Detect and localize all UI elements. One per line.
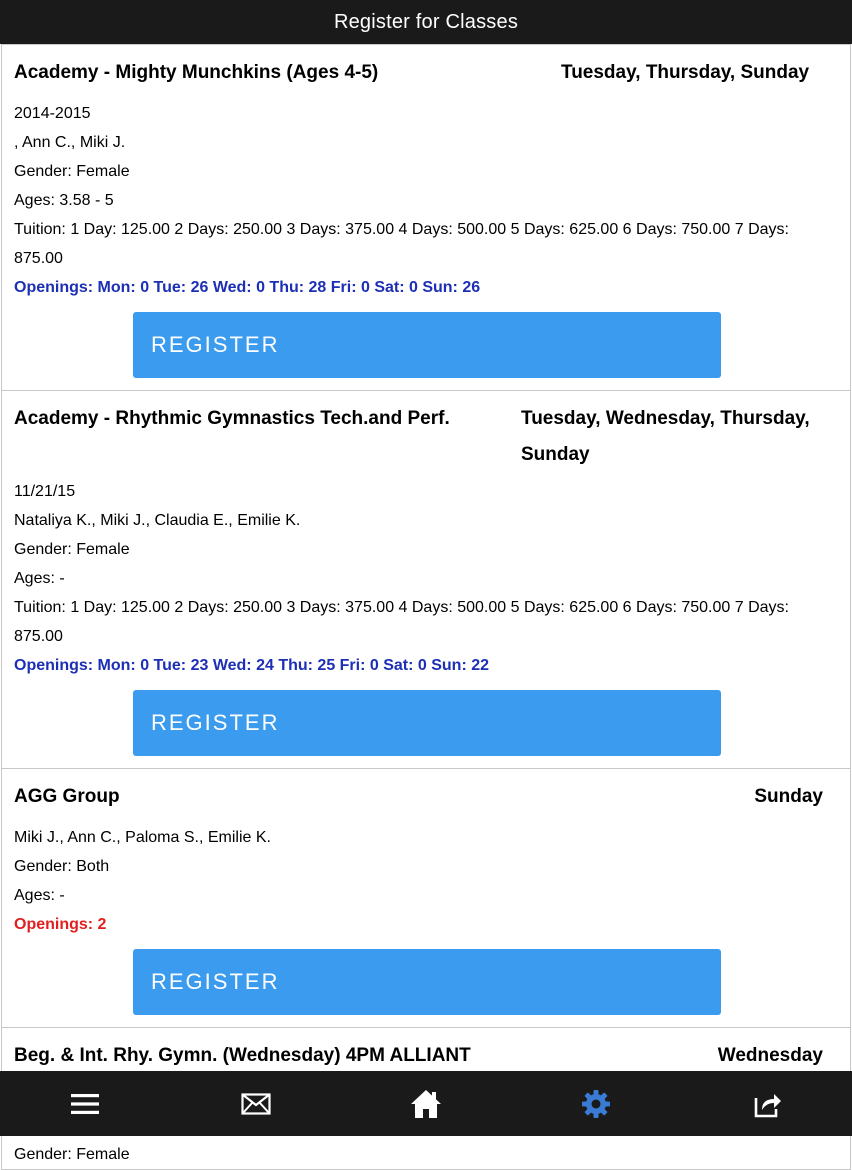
bottom-nav <box>0 1071 852 1136</box>
class-card <box>1 391 851 769</box>
class-list[interactable] <box>0 44 852 1163</box>
class-days: Tuesday, Wednesday, Thursday, Sunday <box>521 408 810 465</box>
class-detail-line: , Ann C., Miki J. <box>14 134 126 151</box>
class-detail-line: 11/21/15 <box>14 483 76 500</box>
register-button[interactable]: REGISTER <box>133 690 721 756</box>
register-button[interactable]: REGISTER <box>133 949 721 1015</box>
class-detail-line: Nataliya K., Miki J., Claudia E., Emilie K. <box>14 512 301 529</box>
class-openings: Openings: 2 <box>14 916 107 933</box>
mail-icon[interactable] <box>236 1084 276 1124</box>
class-detail-line: Ages: - <box>14 570 65 587</box>
class-tuition: Tuition: 1 Day: 125.00 2 Days: 250.00 3 Days: 375.00 4 Days: 500.00 5 Days: 625.00 6 Days: 750.00 7 Days: 875.00 <box>14 599 789 645</box>
class-name: Beg. & Int. Rhy. Gymn. (Wednesday) 4PM ALLIANT <box>14 1045 471 1066</box>
page-title: Register for Classes <box>333 10 519 33</box>
class-detail-line: Ages: - <box>14 887 65 904</box>
class-days: Tuesday, Thursday, Sunday <box>561 62 810 83</box>
class-detail-line: Gender: Female <box>14 541 130 558</box>
class-tuition: Tuition: 1 Day: 125.00 2 Days: 250.00 3 Days: 375.00 4 Days: 500.00 5 Days: 625.00 6 Days: 750.00 7 Days: 875.00 <box>14 221 789 267</box>
home-icon[interactable] <box>406 1084 446 1124</box>
class-detail-line: Miki J., Ann C., Paloma S., Emilie K. <box>14 829 271 846</box>
class-detail-line: Gender: Female <box>14 163 130 180</box>
class-openings: Openings: Mon: 0 Tue: 26 Wed: 0 Thu: 28 Fri: 0 Sat: 0 Sun: 26 <box>14 279 481 296</box>
register-button[interactable]: REGISTER <box>133 312 721 378</box>
gear-icon[interactable] <box>576 1084 616 1124</box>
class-detail-line: Gender: Both <box>14 858 110 875</box>
class-days: Wednesday <box>717 1045 823 1066</box>
class-name: Academy - Mighty Munchkins (Ages 4-5) <box>14 62 379 83</box>
class-detail-line: Gender: Female <box>14 1146 130 1163</box>
class-days: Sunday <box>754 786 823 807</box>
class-name: Academy - Rhythmic Gymnastics Tech.and Perf. <box>14 408 450 429</box>
class-card <box>1 769 851 1028</box>
class-detail-line: Ages: 3.58 - 5 <box>14 192 114 209</box>
class-name: AGG Group <box>14 786 120 807</box>
class-detail-line: 2014-2015 <box>14 105 91 122</box>
menu-icon[interactable] <box>65 1084 105 1124</box>
share-icon[interactable] <box>747 1084 787 1124</box>
class-openings: Openings: Mon: 0 Tue: 23 Wed: 24 Thu: 25 Fri: 0 Sat: 0 Sun: 22 <box>14 657 490 674</box>
class-card <box>1 44 851 391</box>
